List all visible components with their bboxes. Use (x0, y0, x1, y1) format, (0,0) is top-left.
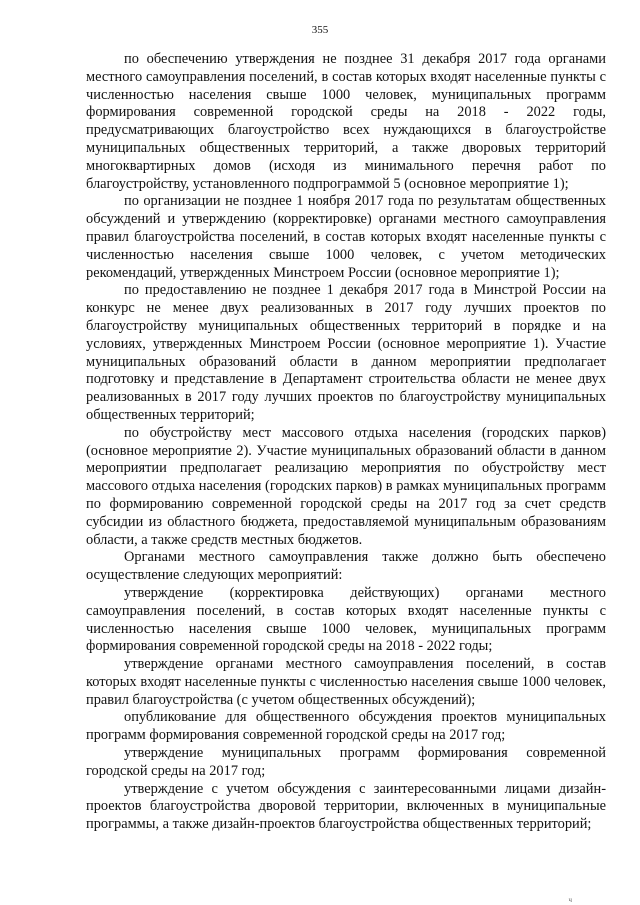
paragraph-approve-programs-2017: утверждение муниципальных программ формирования современной городской среды на 2017 год; (86, 745, 606, 779)
paragraph-publish-drafts: опубликование для общественного обсуждения проектов муниципальных программ формирования современной городской среды на 2017 год; (86, 709, 606, 744)
paragraph-approve-rules: утверждение органами местного самоуправления поселений, в состав которых входят населенные пункты с численностью населения свыше 1000 человек, правил благоустройства (с учетом общественных обсуждений); (86, 656, 606, 708)
page-number: 355 (311, 24, 329, 36)
paragraph-approve-programs-2018-2022: утверждение (корректировка действующих) органами местного самоуправления поселений, в состав которых входят населенные пункты с численностью населения свыше 1000 человек, муниципальных программ формирования современной городской среды на 2018 - 2022 годы; (86, 584, 606, 655)
corner-mark: ч (568, 896, 572, 904)
paragraph-improvement-programs: по обеспечению утверждения не позднее 31 декабря 2017 года органами местного самоуправления поселений, в состав которых входят населенные пункты с численностью населения свыше 1000 человек, муниципальных программ формирования современной городской среды на 2018 - 2022 годы, предусматривающих благоустройство всех нуждающихся в благоустройстве муниципальных общественных территорий, а также дворовых территорий многоквартирных домов (исходя из минимального перечня работ по благоустройству, установленного подпрограммой 5 (основное мероприятие 1); (86, 51, 606, 192)
paragraph-best-projects-contest: по предоставлению не позднее 1 декабря 2017 года в Минстрой России на конкурс не менее двух реализованных в 2017 году лучших проектов по благоустройству муниципальных общественных территорий в порядке и на условиях, утвержденных Минстроем России (основное мероприятие 1). Участие муниципальных образований области в данном мероприятии предполагает подготовку и представление в Департамент строительства области не менее двух реализованных в 2017 году лучших проектов по благоустройству муниципальных общественных территорий; (86, 282, 606, 423)
paragraph-city-parks: по обустройству мест массового отдыха населения (городских парков) (основное мероприятие 2). Участие муниципальных образований области в данном мероприятии предполагает реализацию мероприятия по обустройству мест массового отдыха населения (городских парков) в рамках муниципальных программ по формированию современной городской среды на 2017 год за счет средств субсидии из областного бюджета, предоставляемой муниципальным образованиям области, а также средств местных бюджетов. (86, 424, 606, 548)
paragraph-approve-design-projects: утверждение с учетом обсуждения с заинтересованными лицами дизайн-проектов благоустройства дворовой территории, включенных в муниципальные программы, а также дизайн-проектов благоустройства общественных территорий; (86, 780, 606, 833)
paragraph-local-measures-intro: Органами местного самоуправления также должно быть обеспечено осуществление следующих мероприятий: (86, 549, 606, 584)
paragraph-improvement-rules: по организации не позднее 1 ноября 2017 года по результатам общественных обсуждений и утверждению (корректировке) органами местного самоуправления правил благоустройства поселений, в состав которых входят населенные пункты с численностью населения свыше 1000 человек, с учетом методических рекомендаций, утвержденных Минстроем России (основное мероприятие 1); (86, 193, 606, 281)
document-body (86, 51, 606, 834)
